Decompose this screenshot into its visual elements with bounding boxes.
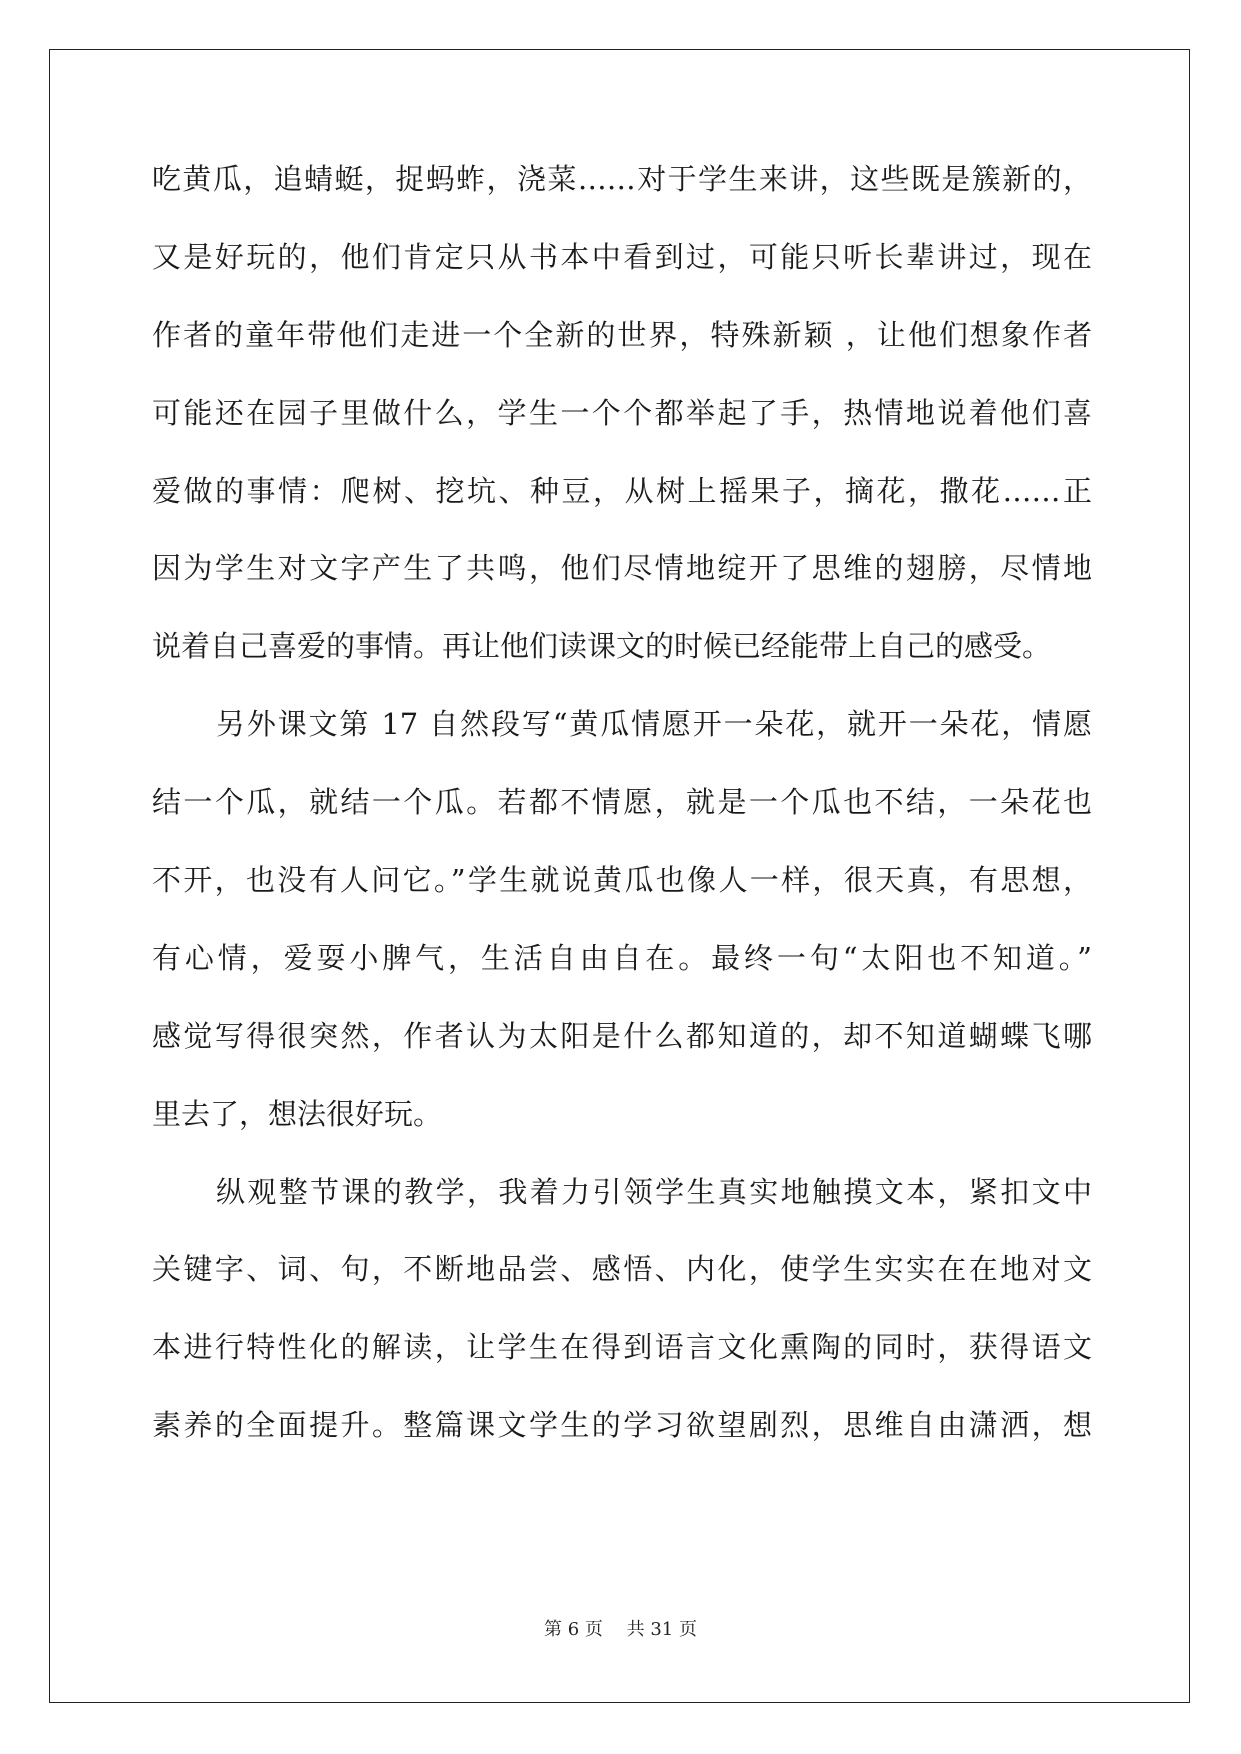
text-line: 因为学生对文字产生了共鸣，他们尽情地绽开了思维的翅膀，尽情地 <box>152 551 1092 586</box>
text-line: 素养的全面提升。整篇课文学生的学习欲望剧烈，思维自由潇洒，想 <box>152 1408 1092 1443</box>
text-line: 爱做的事情：爬树、挖坑、种豆，从树上摇果子，摘花，撒花……正 <box>152 473 1092 508</box>
text-line: 又是好玩的，他们肯定只从书本中看到过，可能只听长辈讲过，现在 <box>152 239 1092 274</box>
text-line: 感觉写得很突然，作者认为太阳是什么都知道的，却不知道蝴蝶飞哪 <box>152 1018 1092 1053</box>
text-line-indented: 纵观整节课的教学，我着力引领学生真实地触摸文本，紧扣文中 <box>216 1174 1092 1209</box>
text-line: 不开，也没有人问它。”学生就说黄瓜也像人一样，很天真，有思想， <box>152 863 1092 898</box>
page-number-footer: 第 6 页 共 31 页 <box>544 1619 697 1640</box>
text-line: 有心情，爱耍小脾气，生活自由自在。最终一句“太阳也不知道。” <box>152 940 1092 975</box>
text-line: 里去了，想法很好玩。 <box>152 1096 443 1131</box>
text-line: 本进行特性化的解读，让学生在得到语言文化熏陶的同时，获得语文 <box>152 1330 1092 1365</box>
document-body <box>152 152 1092 1476</box>
text-line-indented: 另外课文第 17 自然段写“黄瓜情愿开一朵花，就开一朵花，情愿 <box>216 707 1092 742</box>
text-line: 结一个瓜，就结一个瓜。若都不情愿，就是一个瓜也不结，一朵花也 <box>152 785 1092 820</box>
text-line: 可能还在园子里做什么，学生一个个都举起了手，热情地说着他们喜 <box>152 395 1092 430</box>
text-line: 说着自己喜爱的事情。再让他们读课文的时候已经能带上自己的感受。 <box>152 629 1052 664</box>
text-line: 作者的童年带他们走进一个全新的世界，特殊新颖 ，让他们想象作者 <box>152 317 1092 352</box>
text-line: 关键字、词、句，不断地品尝、感悟、内化，使学生实实在在地对文 <box>152 1252 1092 1287</box>
text-line: 吃黄瓜，追蜻蜓，捉蚂蚱，浇菜……对于学生来讲，这些既是簇新的， <box>152 162 1092 196</box>
